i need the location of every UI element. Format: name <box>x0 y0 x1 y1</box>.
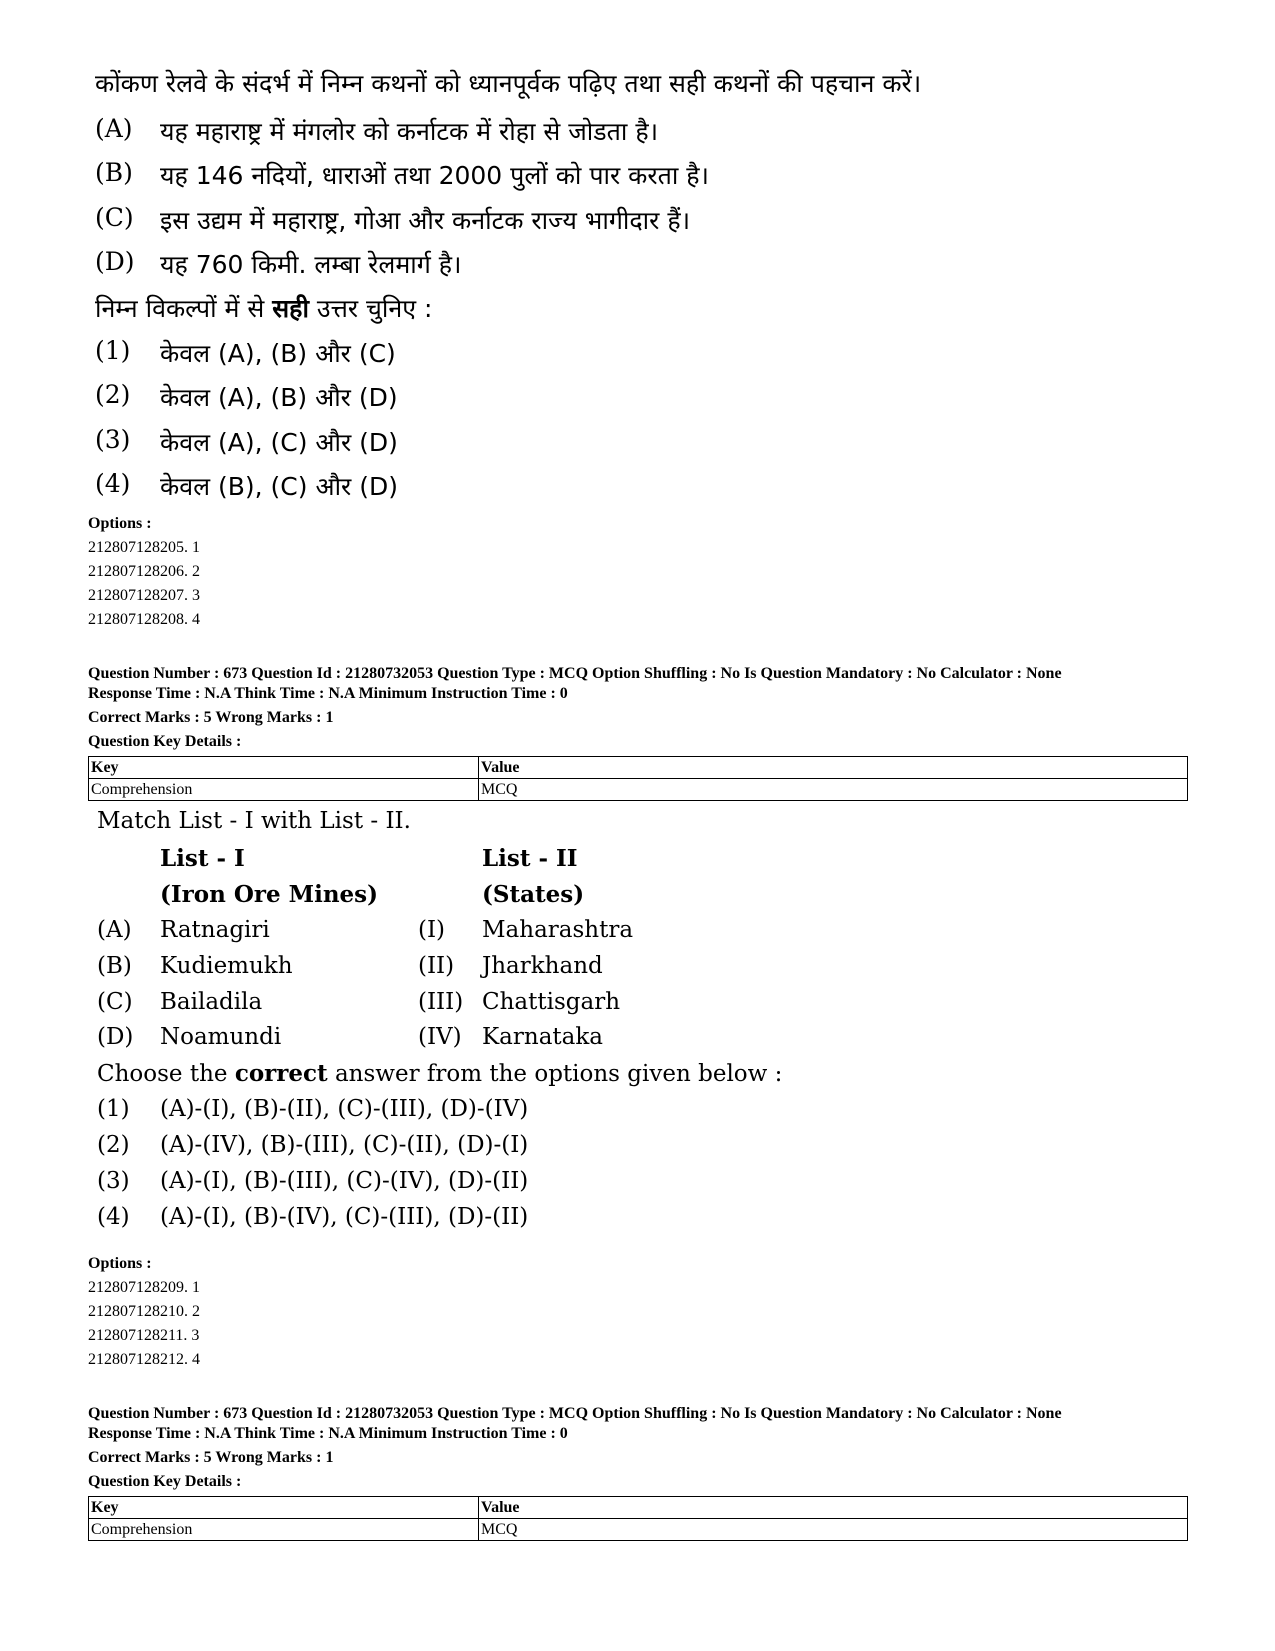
meta2-key-table <box>88 1496 1188 1541</box>
q2-instruction-bold: correct <box>234 1060 328 1087</box>
q2-stem: Match List - I with List - II. <box>97 808 411 834</box>
q1-choice-label: (1) <box>95 336 131 365</box>
q2-choice-text: (A)-(I), (B)-(II), (C)-(III), (D)-(IV) <box>160 1096 529 1122</box>
q1-choice-text: केवल (B), (C) और (D) <box>160 472 398 501</box>
meta2-line2: Response Time : N.A Think Time : N.A Minimum Instruction Time : 0 <box>88 1425 568 1442</box>
q2-instruction-post: answer from the options given below : <box>327 1061 783 1087</box>
q1-statement-label: (C) <box>95 203 134 232</box>
q2-list1-title: List - I <box>160 845 245 872</box>
q2-instruction-pre: Choose the <box>97 1061 235 1087</box>
q1-option-id: 212807128206. 2 <box>88 563 200 580</box>
q1-statement-text: यह महाराष्ट्र में मंगलोर को कर्नाटक में रोहा से जोडता है। <box>160 117 659 146</box>
q1-instruction <box>95 291 432 325</box>
q2-options-label: Options : <box>88 1255 152 1272</box>
meta2-line4: Question Key Details : <box>88 1473 242 1490</box>
q2-row-label: (D) <box>97 1024 134 1050</box>
q1-statement-label: (D) <box>95 247 135 276</box>
q2-state: Karnataka <box>482 1024 604 1050</box>
meta1-line3: Correct Marks : 5 Wrong Marks : 1 <box>88 709 334 726</box>
q2-choice-label: (4) <box>97 1204 130 1230</box>
q1-instruction-post: उत्तर चुनिए : <box>308 294 433 323</box>
q1-option-id: 212807128207. 3 <box>88 587 200 604</box>
q2-list2-subtitle: (States) <box>482 881 585 908</box>
meta1-line4: Question Key Details : <box>88 733 242 750</box>
q2-state: Chattisgarh <box>482 989 621 1015</box>
key-cell: Comprehension <box>89 1519 479 1541</box>
q2-row-label: (A) <box>97 917 132 943</box>
q1-instruction-pre: निम्न विकल्पों में से <box>95 294 273 323</box>
q2-option-id: 212807128209. 1 <box>88 1279 200 1296</box>
q2-choice-label: (2) <box>97 1132 130 1158</box>
q1-instruction-bold: सही <box>272 294 309 323</box>
q1-statement-label: (B) <box>95 158 133 187</box>
q2-state: Jharkhand <box>482 953 603 979</box>
q2-option-id: 212807128212. 4 <box>88 1351 200 1368</box>
key-cell: Comprehension <box>89 779 479 801</box>
q1-option-id: 212807128205. 1 <box>88 539 200 556</box>
q1-stem: कोंकण रेलवे के संदर्भ में निम्न कथनों को ध्यानपूर्वक पढ़िए तथा सही कथनों की पहचान करें। <box>95 69 922 98</box>
q2-state: Maharashtra <box>482 917 634 943</box>
q1-choice-label: (2) <box>95 380 131 409</box>
q2-list2-title: List - II <box>482 845 578 872</box>
key-header: Key <box>89 1497 479 1519</box>
table-header-row <box>89 1497 1188 1519</box>
q2-mine: Kudiemukh <box>160 953 293 979</box>
value-cell: MCQ <box>479 779 1188 801</box>
q2-choice-text: (A)-(IV), (B)-(III), (C)-(II), (D)-(I) <box>160 1132 529 1158</box>
q2-choice-label: (3) <box>97 1168 130 1194</box>
value-header: Value <box>479 1497 1188 1519</box>
q2-instruction <box>97 1060 782 1087</box>
q2-list1-subtitle: (Iron Ore Mines) <box>160 881 379 908</box>
q2-roman-label: (III) <box>418 989 464 1015</box>
q1-choice-label: (3) <box>95 425 131 454</box>
meta2-line3: Correct Marks : 5 Wrong Marks : 1 <box>88 1449 334 1466</box>
q1-option-id: 212807128208. 4 <box>88 611 200 628</box>
meta1-key-table <box>88 756 1188 801</box>
q1-choice-text: केवल (A), (B) और (D) <box>160 383 398 412</box>
table-row <box>89 779 1188 801</box>
q2-choice-text: (A)-(I), (B)-(IV), (C)-(III), (D)-(II) <box>160 1204 529 1230</box>
table-row <box>89 1519 1188 1541</box>
key-header: Key <box>89 757 479 779</box>
q1-options-label: Options : <box>88 515 152 532</box>
q1-statement-text: यह 146 नदियों, धाराओं तथा 2000 पुलों को पार करता है। <box>160 161 710 190</box>
q2-option-id: 212807128211. 3 <box>88 1327 200 1344</box>
meta1-line2: Response Time : N.A Think Time : N.A Minimum Instruction Time : 0 <box>88 685 568 702</box>
q1-statement-text: यह 760 किमी. लम्बा रेलमार्ग है। <box>160 250 462 279</box>
q1-statement-text: इस उद्यम में महाराष्ट्र, गोआ और कर्नाटक राज्य भागीदार हैं। <box>160 206 691 235</box>
q1-choice-text: केवल (A), (B) और (C) <box>160 339 396 368</box>
q1-choice-label: (4) <box>95 469 131 498</box>
q2-mine: Noamundi <box>160 1024 282 1050</box>
table-header-row <box>89 757 1188 779</box>
meta1-line1: Question Number : 673 Question Id : 21280732053 Question Type : MCQ Option Shuffling : No Is Question Mandatory : No Calculator : None <box>88 665 1062 682</box>
q2-mine: Ratnagiri <box>160 917 270 943</box>
value-cell: MCQ <box>479 1519 1188 1541</box>
value-header: Value <box>479 757 1188 779</box>
q2-roman-label: (IV) <box>418 1024 462 1050</box>
q2-row-label: (B) <box>97 953 132 979</box>
q1-statement-label: (A) <box>95 114 133 143</box>
meta2-line1: Question Number : 673 Question Id : 21280732053 Question Type : MCQ Option Shuffling : No Is Question Mandatory : No Calculator : None <box>88 1405 1062 1422</box>
q2-option-id: 212807128210. 2 <box>88 1303 200 1320</box>
q2-roman-label: (I) <box>418 917 446 943</box>
q2-row-label: (C) <box>97 989 133 1015</box>
q2-choice-text: (A)-(I), (B)-(III), (C)-(IV), (D)-(II) <box>160 1168 529 1194</box>
q2-choice-label: (1) <box>97 1096 130 1122</box>
q2-mine: Bailadila <box>160 989 263 1015</box>
q2-roman-label: (II) <box>418 953 455 979</box>
q1-choice-text: केवल (A), (C) और (D) <box>160 428 398 457</box>
